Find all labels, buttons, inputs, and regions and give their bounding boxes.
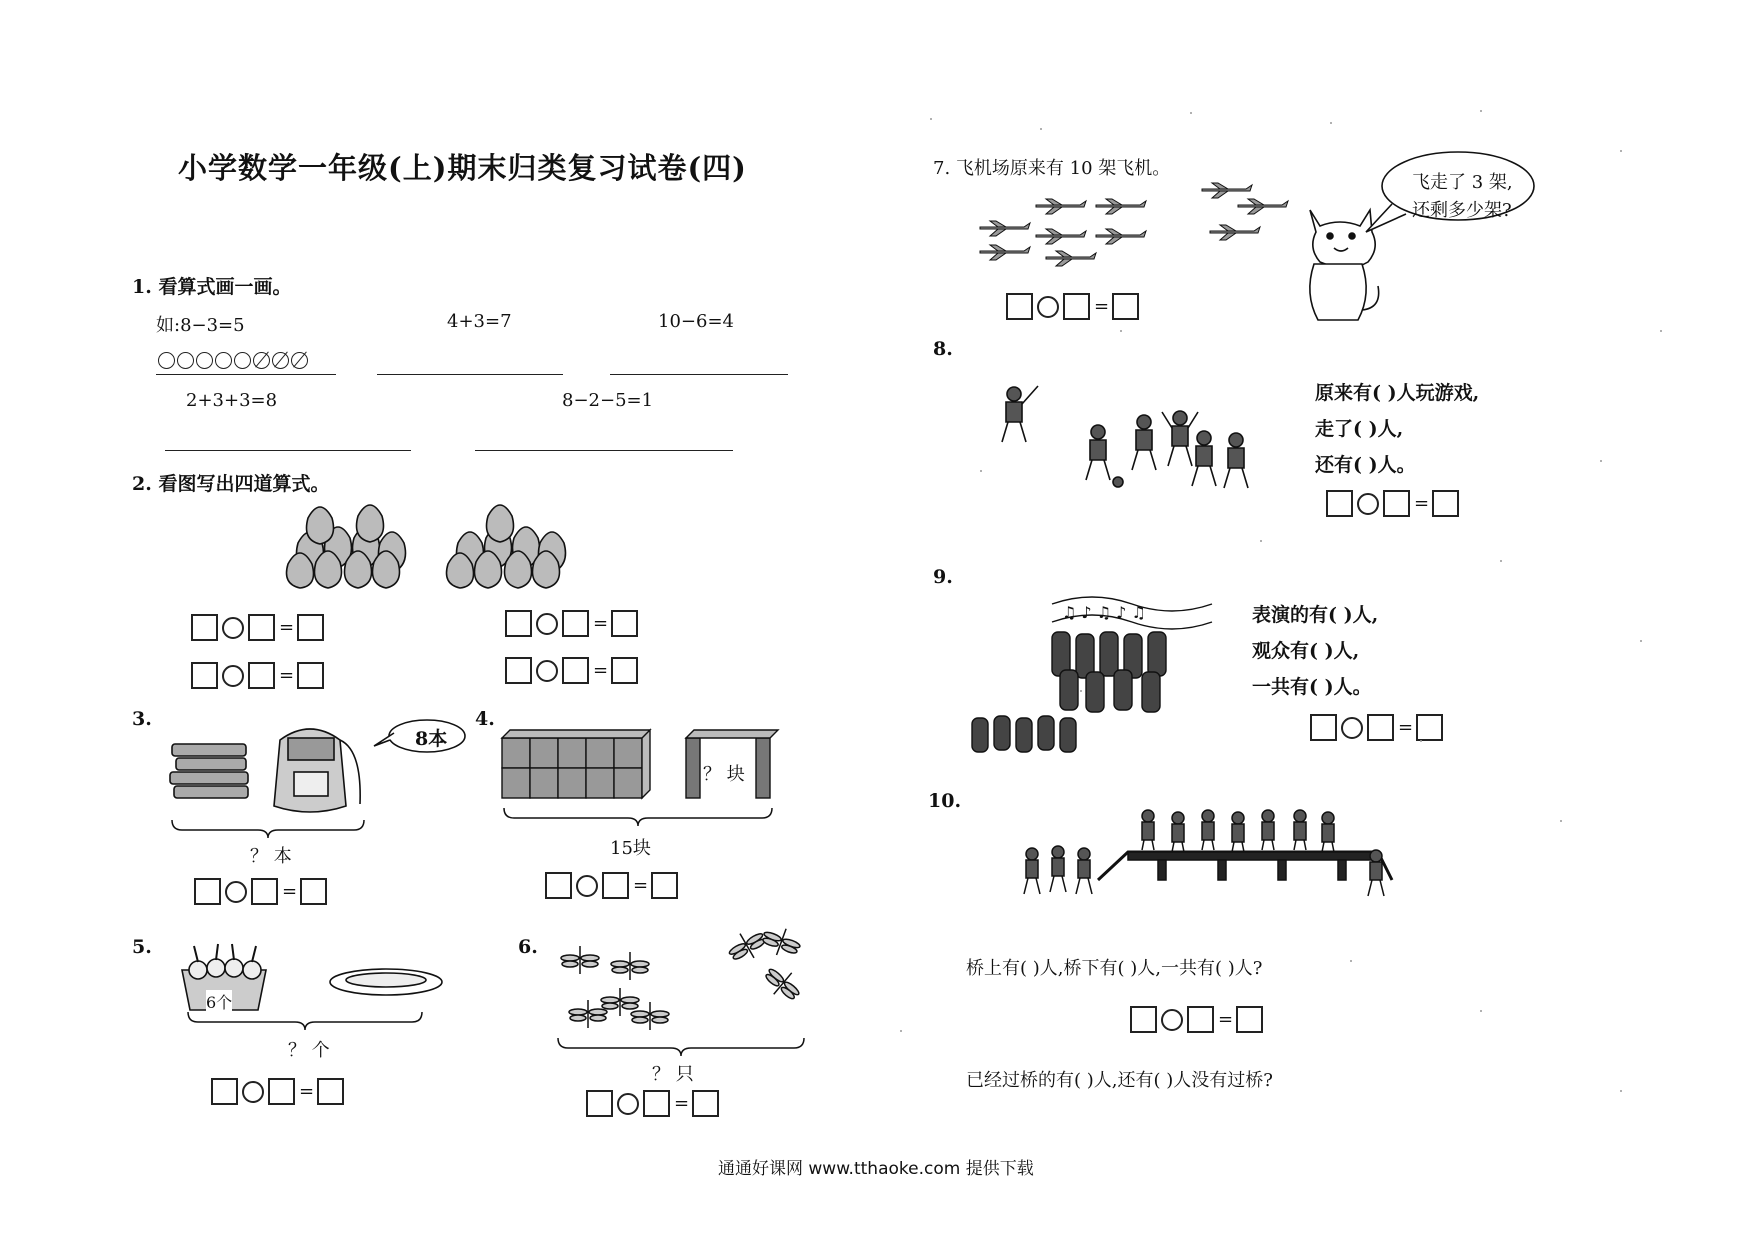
- answer-box[interactable]: [248, 662, 275, 689]
- answer-box[interactable]: [602, 872, 629, 899]
- circle-icon: [196, 352, 213, 369]
- q6-total: ？ 只: [652, 1064, 694, 1085]
- answer-box[interactable]: [1006, 293, 1033, 320]
- q3-equation[interactable]: =: [194, 878, 327, 905]
- q1-expr-b: 10−6=4: [658, 311, 734, 332]
- answer-box[interactable]: [268, 1078, 295, 1105]
- answer-box[interactable]: [562, 610, 589, 637]
- answer-box[interactable]: [562, 657, 589, 684]
- scan-dot: [1080, 690, 1082, 692]
- q2-equation-3[interactable]: =: [505, 610, 638, 637]
- q6-number: 6.: [518, 936, 538, 958]
- q1-answer-line-c[interactable]: [165, 450, 411, 451]
- answer-box[interactable]: [317, 1078, 344, 1105]
- scan-dot: [1420, 740, 1422, 742]
- circle-icon: [215, 352, 232, 369]
- answer-box[interactable]: [194, 878, 221, 905]
- answer-box[interactable]: [300, 878, 327, 905]
- scan-dot: [1480, 1010, 1482, 1012]
- answer-box[interactable]: [248, 614, 275, 641]
- children-on-bridge-icon: [1018, 806, 1398, 906]
- q10-equation[interactable]: =: [1130, 1006, 1263, 1033]
- q1-label: 1. 看算式画一画。: [132, 276, 292, 298]
- answer-box[interactable]: [611, 657, 638, 684]
- q9-line2: 观众有( )人,: [1252, 640, 1360, 662]
- q2-equation-1[interactable]: =: [191, 614, 324, 641]
- operator-circle[interactable]: [222, 665, 244, 687]
- answer-box[interactable]: [545, 872, 572, 899]
- airplanes-icon: [970, 180, 1300, 270]
- q4-number: 4.: [475, 708, 495, 730]
- performers-and-audience-icon: [970, 586, 1196, 758]
- q1-expr-a: 4+3=7: [447, 311, 512, 332]
- scan-dot: [1350, 960, 1352, 962]
- scan-dot: [1640, 640, 1642, 642]
- q8-number: 8.: [933, 338, 953, 360]
- answer-box[interactable]: [586, 1090, 613, 1117]
- operator-circle[interactable]: [617, 1093, 639, 1115]
- answer-box[interactable]: [1187, 1006, 1214, 1033]
- circle-icon: [234, 352, 251, 369]
- q1-answer-line-d[interactable]: [475, 450, 733, 451]
- answer-box[interactable]: [1112, 293, 1139, 320]
- scan-dot: [1620, 1090, 1622, 1092]
- q5-number: 5.: [132, 936, 152, 958]
- answer-box[interactable]: [1367, 714, 1394, 741]
- q9-equation[interactable]: =: [1310, 714, 1443, 741]
- scan-dot: [1500, 560, 1502, 562]
- q1-example-underline: [156, 374, 336, 375]
- q3-number: 3.: [132, 708, 152, 730]
- answer-box[interactable]: [1130, 1006, 1157, 1033]
- operator-circle[interactable]: [1037, 296, 1059, 318]
- answer-box[interactable]: [1236, 1006, 1263, 1033]
- q3-bubble-text: 8本: [415, 728, 448, 750]
- circle-icon: [177, 352, 194, 369]
- answer-box[interactable]: [1432, 490, 1459, 517]
- scan-dot: [1560, 820, 1562, 822]
- answer-box[interactable]: [297, 614, 324, 641]
- svg-text:♫ ♪ ♫ ♪ ♫: ♫ ♪ ♫ ♪ ♫: [1062, 603, 1146, 622]
- answer-box[interactable]: [611, 610, 638, 637]
- pears-group-right-icon: [448, 498, 573, 590]
- scan-dot: [1040, 128, 1042, 130]
- scan-dot: [930, 118, 932, 120]
- answer-box[interactable]: [211, 1078, 238, 1105]
- brace-icon: [556, 1036, 806, 1058]
- answer-box[interactable]: [1326, 490, 1353, 517]
- operator-circle[interactable]: [222, 617, 244, 639]
- answer-box[interactable]: [1383, 490, 1410, 517]
- q10-number: 10.: [928, 790, 962, 812]
- q1-expr-c: 2+3+3=8: [186, 390, 278, 411]
- q9-line1: 表演的有( )人,: [1252, 604, 1379, 626]
- circle-icon: [158, 352, 175, 369]
- q3-total: ？ 本: [250, 846, 292, 867]
- brace-icon: [170, 818, 366, 840]
- answer-box[interactable]: [1310, 714, 1337, 741]
- q8-line3: 还有( )人。: [1315, 454, 1416, 476]
- scan-dot: [1620, 150, 1622, 152]
- answer-box[interactable]: [505, 610, 532, 637]
- answer-box[interactable]: [191, 662, 218, 689]
- answer-box[interactable]: [692, 1090, 719, 1117]
- answer-box[interactable]: [1063, 293, 1090, 320]
- q7-equation[interactable]: =: [1006, 293, 1139, 320]
- answer-box[interactable]: [1416, 714, 1443, 741]
- q5-basket-label: 6个: [206, 990, 232, 1013]
- brace-icon: [186, 1010, 424, 1032]
- q9-line3: 一共有( )人。: [1252, 676, 1372, 698]
- q9-number: 9.: [933, 566, 953, 588]
- operator-circle[interactable]: [1161, 1009, 1183, 1031]
- operator-circle[interactable]: [536, 613, 558, 635]
- q5-equation[interactable]: =: [211, 1078, 344, 1105]
- footer-credit: 通通好课网 www.tthaoke.com 提供下载: [718, 1159, 1034, 1179]
- q2-label: 2. 看图写出四道算式。: [132, 473, 330, 495]
- q4-hidden-label: ？ 块: [703, 764, 745, 785]
- scan-dot: [1330, 122, 1332, 124]
- q4-total: 15块: [610, 838, 651, 859]
- q7-label: 7. 飞机场原来有 10 架飞机。: [933, 158, 1171, 179]
- q2-equation-2[interactable]: =: [191, 662, 324, 689]
- q1-example-circles: [158, 352, 310, 373]
- q7-bubble-line1: 飞走了 3 架,: [1412, 172, 1513, 193]
- scan-dot: [980, 470, 982, 472]
- scan-dot: [1600, 460, 1602, 462]
- brace-icon: [502, 806, 774, 828]
- q1-expr-d: 8−2−5=1: [562, 390, 654, 411]
- children-playing-icon: [990, 374, 1260, 492]
- q2-equation-4[interactable]: =: [505, 657, 638, 684]
- q8-line2: 走了( )人,: [1315, 418, 1404, 440]
- q10-line2: 已经过桥的有( )人,还有( )人没有过桥?: [966, 1070, 1273, 1091]
- q1-answer-line-b[interactable]: [610, 374, 788, 375]
- scan-dot: [1260, 540, 1262, 542]
- operator-circle[interactable]: [536, 660, 558, 682]
- answer-box[interactable]: [505, 657, 532, 684]
- q8-equation[interactable]: =: [1326, 490, 1459, 517]
- crossed-circle-icon: [272, 352, 289, 369]
- scan-dot: [1120, 330, 1122, 332]
- q7-bubble-line2: 还剩多少架?: [1412, 200, 1512, 221]
- scan-dot: [1480, 110, 1482, 112]
- operator-circle[interactable]: [1341, 717, 1363, 739]
- q10-line1: 桥上有( )人,桥下有( )人,一共有( )人?: [966, 958, 1263, 979]
- answer-box[interactable]: [297, 662, 324, 689]
- crossed-circle-icon: [291, 352, 308, 369]
- q1-example: 如:8−3=5: [156, 315, 245, 336]
- q4-equation[interactable]: =: [545, 872, 678, 899]
- q5-total: ？ 个: [288, 1040, 330, 1061]
- answer-box[interactable]: [643, 1090, 670, 1117]
- scan-dot: [1190, 112, 1192, 114]
- page-title: 小学数学一年级(上)期末归类复习试卷(四): [178, 151, 747, 185]
- operator-circle[interactable]: [242, 1081, 264, 1103]
- q6-equation[interactable]: =: [586, 1090, 719, 1117]
- q8-line1: 原来有( )人玩游戏,: [1315, 382, 1480, 404]
- scan-dot: [900, 1030, 902, 1032]
- answer-box[interactable]: [191, 614, 218, 641]
- operator-circle[interactable]: [1357, 493, 1379, 515]
- q1-answer-line-a[interactable]: [377, 374, 563, 375]
- scan-dot: [1660, 330, 1662, 332]
- answer-box[interactable]: [251, 878, 278, 905]
- answer-box[interactable]: [651, 872, 678, 899]
- operator-circle[interactable]: [225, 881, 247, 903]
- pears-group-left-icon: [288, 498, 413, 590]
- operator-circle[interactable]: [576, 875, 598, 897]
- crossed-circle-icon: [253, 352, 270, 369]
- dragonflies-icon: [550, 924, 810, 1036]
- books-and-schoolbag-icon: [170, 720, 370, 820]
